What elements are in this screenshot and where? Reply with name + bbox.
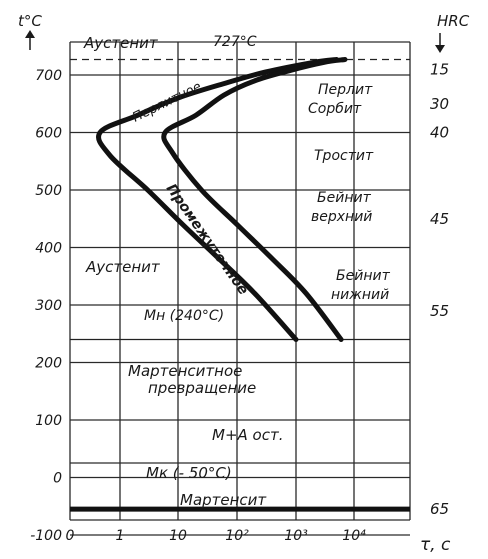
y-axis-title: t°C: [18, 12, 42, 30]
label-intermediate-region: Промежуточное: [162, 181, 252, 298]
y-tick-label: 0: [53, 470, 62, 487]
y-tick-labels: [30, 68, 62, 544]
label-m-plus-a: М+А ост.: [212, 426, 284, 444]
y-tick-label: 700: [35, 68, 62, 84]
label-beinit-upper-1: Бейнит: [317, 190, 371, 206]
hrc-tick-label: 40: [430, 123, 450, 142]
label-martensitic-1: Мартенситное: [128, 362, 243, 380]
y-tick-label: 100: [35, 413, 62, 429]
label-martensite: Мартенсит: [180, 491, 267, 509]
x-tick-label: 10³: [284, 528, 308, 544]
x-tick-labels: [66, 528, 367, 544]
label-ms: Мн (240°C): [144, 308, 225, 324]
label-beinit-upper-2: верхний: [311, 209, 373, 225]
hrc-tick-label: 55: [430, 301, 450, 320]
x-tick-label: 1: [115, 528, 125, 544]
label-martensitic-2: превращение: [148, 379, 257, 397]
y-tick-label: 400: [35, 240, 62, 257]
x-tick-label: 10²: [225, 528, 249, 544]
label-sorbit: Сорбит: [308, 101, 362, 117]
hrc-axis: [435, 12, 470, 53]
hrc-axis-arrowhead: [435, 45, 445, 53]
x-tick-label: 0: [65, 528, 75, 544]
label-austenite-top: Аустенит: [84, 34, 158, 52]
hrc-tick-label: 15: [430, 60, 450, 79]
x-axis-title: τ, c: [420, 535, 451, 555]
label-perlit: Перлит: [318, 82, 373, 98]
label-trostit: Тростит: [314, 148, 374, 164]
hrc-tick-label: 30: [430, 94, 450, 113]
label-beinit-lower-2: нижний: [331, 287, 390, 303]
x-axis: [420, 535, 451, 555]
y-tick-label: 600: [35, 125, 62, 142]
hrc-tick-labels: [430, 60, 449, 518]
y-axis-arrowhead: [25, 30, 35, 38]
label-a1-temperature: 727°C: [213, 34, 257, 50]
label-austenite-mid: Аустенит: [86, 258, 160, 276]
y-tick-label: 200: [35, 355, 62, 372]
label-pearlite-region: Перлитное: [130, 79, 204, 126]
y-axis: [18, 12, 42, 50]
x-tick-label: 10: [169, 528, 187, 544]
label-mk: Мк (- 50°C): [146, 464, 232, 482]
hrc-tick-label: 65: [430, 500, 450, 519]
hrc-tick-label: 45: [430, 209, 450, 228]
temperature-gridlines: [70, 75, 410, 535]
x-tick-label: 10⁴: [342, 528, 366, 544]
y-tick-label: 300: [35, 298, 62, 314]
label-beinit-lower-1: Бейнит: [336, 268, 390, 284]
hrc-axis-title: HRC: [437, 12, 470, 30]
y-tick-label: 500: [35, 183, 62, 199]
y-tick-label: -100: [30, 528, 62, 544]
